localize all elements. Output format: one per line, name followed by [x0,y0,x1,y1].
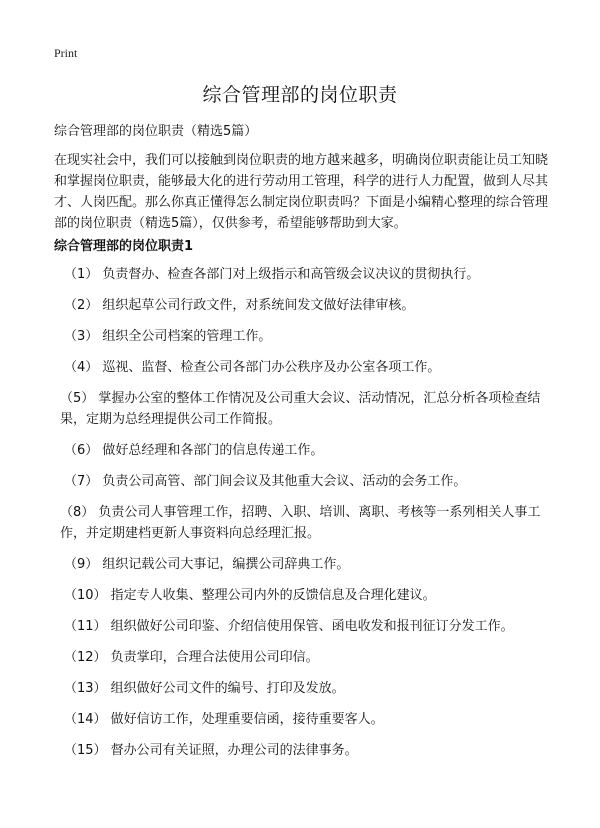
duty-item-7: （7） 负责公司高管、部门间会议及其他重大会议、活动的会务工作。 [64,474,467,489]
intro-paragraph: 在现实社会中，我们可以接触到岗位职责的地方越来越多，明确岗位职责能让员工知晓和掌握岗位职责，能够最大化的进行劳动用工管理，科学的进行人力配置，做到人尽其才、人岗匹配。那么你真正懂得怎么制定岗位职责吗？下面是小编精心整理的综合管理部的岗位职责（精选5篇），仅供参考，希望能够帮助到大家。 [54,153,549,231]
duty-item-5: （5） 掌握办公室的整体工作情况及公司重大会议、活动情况，汇总分析各项检查结果，定期为总经理提供公司工作简报。 [60,391,541,427]
duty-item-15: （15） 督办公司有关证照，办理公司的法律事务。 [64,743,358,758]
duty-item-12: （12） 负责掌印，合理合法使用公司印信。 [64,650,319,665]
print-link[interactable]: Print [54,46,78,60]
duty-item-1: （1） 负责督办、检查各部门对上级指示和高管级会议决议的贯彻执行。 [64,267,480,282]
duty-list [54,264,550,771]
duty-item-8: （8） 负责公司人事管理工作，招聘、入职、培训、离职、考核等一系列相关人事工作，并定期建档更新人事资料向总经理汇报。 [60,505,541,541]
duty-item-13: （13） 组织做好公司文件的编号、打印及发放。 [64,681,345,696]
duty-item-6: （6） 做好总经理和各部门的信息传递工作。 [64,443,324,458]
duty-item-14: （14） 做好信访工作，处理重要信函，接待重要客人。 [64,712,384,727]
duty-item-11: （11） 组织做好公司印鉴、介绍信使用保管、函电收发和报刊征订分发工作。 [64,619,514,634]
page-title: 综合管理部的岗位职责 [202,84,398,106]
duty-item-9: （9） 组织记载公司大事记，编撰公司辞典工作。 [64,557,350,572]
duty-item-2: （2） 组织起草公司行政文件，对系统间发文做好法律审核。 [64,298,415,313]
section-heading: 综合管理部的岗位职责1 [54,239,194,254]
duty-item-3: （3） 组织全公司档案的管理工作。 [64,329,272,344]
duty-item-4: （4） 巡视、监督、检查公司各部门办公秩序及办公室各项工作。 [64,360,441,375]
duty-item-10: （10） 指定专人收集、整理公司内外的反馈信息及合理化建议。 [64,588,436,603]
document-subtitle: 综合管理部的岗位职责（精选5篇） [54,124,258,139]
